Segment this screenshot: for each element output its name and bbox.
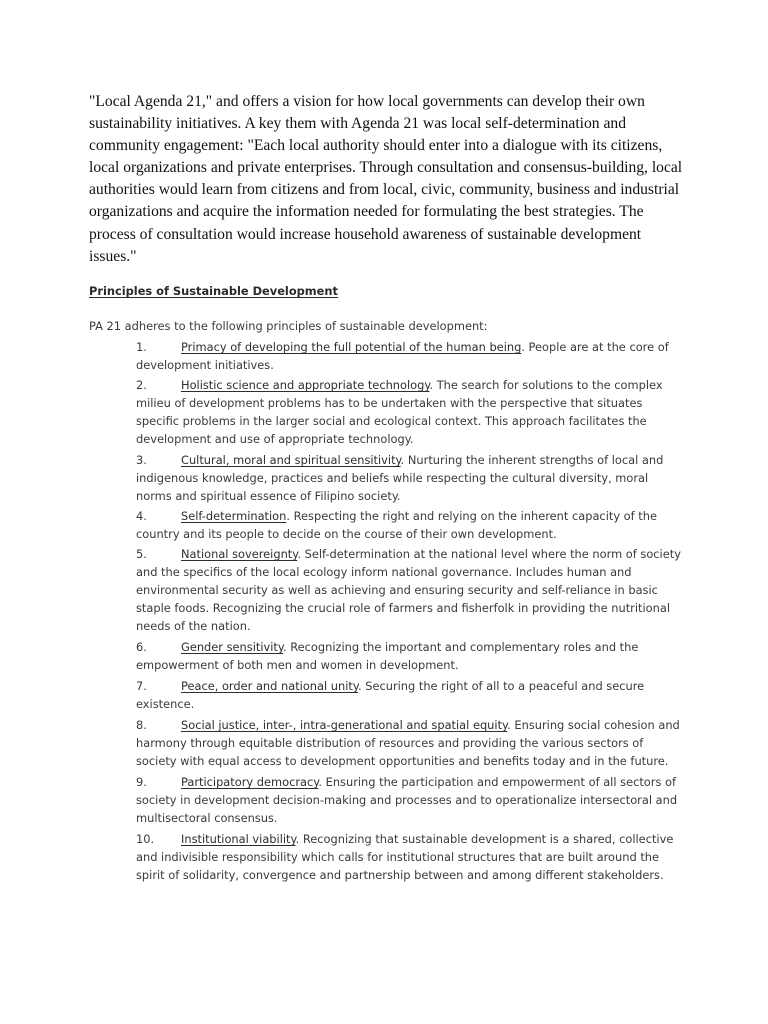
principle-body (136, 638, 681, 674)
principle-body (136, 338, 681, 374)
principle-text: . Respecting the right and relying on the inherent capacity of the country and its people to decide on the course of their own development. (136, 509, 657, 541)
principle-number: 5. (136, 547, 147, 561)
principle-term: Peace, order and national unity (181, 679, 358, 693)
principle-text: . Nurturing the inherent strengths of local and indigenous knowledge, practices and beliefs while respecting the cultural diversity, moral norms and spiritual essence of Filipino society. (136, 453, 664, 503)
principle-term: Gender sensitivity (181, 640, 283, 654)
principle-body (136, 507, 681, 543)
principle-text: . Securing the right of all to a peaceful and secure existence. (136, 679, 645, 711)
principle-term: Institutional viability (181, 832, 296, 846)
principle-number: 2. (136, 378, 147, 392)
principle-term: Holistic science and appropriate technology (181, 378, 430, 392)
principle-body (136, 716, 681, 770)
principle-text: . People are at the core of development initiatives. (136, 340, 669, 372)
principle-text: . Recognizing the important and complementary roles and the empowerment of both men and women in development. (136, 640, 639, 672)
principle-number: 3. (136, 453, 147, 467)
principle-number: 4. (136, 509, 147, 523)
principle-number: 7. (136, 679, 147, 693)
principle-text: . Ensuring social cohesion and harmony through equitable distribution of resources and providing the various sectors of society with equal access to development opportunities and benefits today and in the future. (136, 718, 680, 768)
principle-body (136, 773, 681, 827)
principle-body (136, 376, 681, 448)
principle-text: . Recognizing that sustainable development is a shared, collective and indivisible responsibility which calls for institutional structures that are built around the spirit of solidarity, convergence and partnership between and among different stakeholders. (136, 832, 674, 882)
principle-term: Self-determination (181, 509, 287, 523)
principle-text: . Self-determination at the national level where the norm of society and the specifics of the local ecology inform national governance. Includes human and environmental security as well as achieving and ensuring security and self-reliance in basic staple foods. Recognizing the crucial role of farmers and fisherfolk in providing the nutritional needs of the nation. (136, 547, 681, 633)
principle-text: . Ensuring the participation and empowerment of all sectors of society in development decision-making and processes and to operationalize intersectoral and multisectoral consensus. (136, 775, 678, 825)
intro-paragraph: "Local Agenda 21," and offers a vision for how local governments can develop their own sustainability initiatives. A key them with Agenda 21 was local self-determination and community engagement: "Each local authority should enter into a dialogue with its citizens, local organizations and private enterprises. Through consultation and consensus-building, local authorities would learn from citizens and from local, civic, community, business and industrial organizations and acquire the information needed for formulating the best strategies. The process of consultation would increase household awareness of sustainable development issues." (89, 93, 683, 265)
principle-body (136, 830, 681, 884)
section-heading: Principles of Sustainable Development (89, 284, 338, 298)
principle-term: Social justice, inter-, intra-generational and spatial equity (181, 718, 508, 732)
principle-number: 1. (136, 340, 147, 354)
principle-number: 6. (136, 640, 147, 654)
principle-term: Cultural, moral and spiritual sensitivity (181, 453, 401, 467)
lead-sentence: PA 21 adheres to the following principles of sustainable development: (89, 319, 488, 333)
principle-term: Participatory democracy (181, 775, 319, 789)
principle-term: National sovereignty (181, 547, 298, 561)
principle-term: Primacy of developing the full potential of the human being (181, 340, 522, 354)
principle-body (136, 677, 681, 713)
principle-number: 9. (136, 775, 147, 789)
principle-body (136, 451, 681, 505)
principle-number: 10. (136, 832, 155, 846)
principle-number: 8. (136, 718, 147, 732)
principle-body (136, 545, 681, 635)
principle-text: . The search for solutions to the complex milieu of development problems has to be undertaken with the perspective that situates specific problems in the larger social and ecological context. This approach facilitates the development and use of appropriate technology. (136, 378, 663, 446)
